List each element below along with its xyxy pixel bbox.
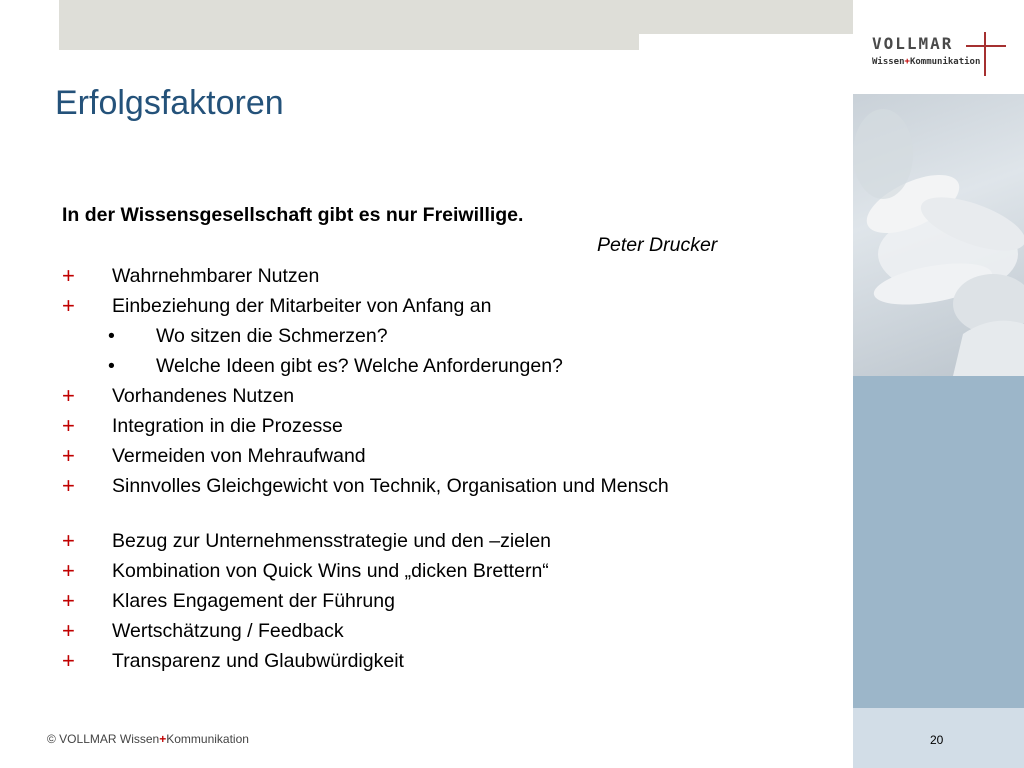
logo-tagline: Wissen+Kommunikation — [872, 57, 981, 67]
plus-bullet-icon: + — [62, 618, 75, 643]
list-item-text: Einbeziehung der Mitarbeiter von Anfang an — [112, 295, 492, 317]
logo-wordmark: VOLLMAR — [872, 34, 954, 53]
plus-bullet-icon: + — [62, 473, 75, 498]
plus-bullet-icon: + — [62, 413, 75, 438]
plus-bullet-icon: + — [62, 528, 75, 553]
quote-author: Peter Drucker — [597, 234, 718, 256]
slide-title: Erfolgsfaktoren — [55, 84, 284, 122]
list-item-text: Integration in die Prozesse — [112, 415, 343, 437]
quote-text: In der Wissensgesellschaft gibt es nur Freiwillige. — [62, 204, 524, 226]
plus-bullet-icon: + — [62, 588, 75, 613]
plus-bullet-icon: + — [62, 383, 75, 408]
dot-bullet-icon: • — [108, 355, 115, 377]
plus-bullet-icon: + — [62, 648, 75, 673]
plus-bullet-icon: + — [62, 558, 75, 583]
header-band-lower — [59, 34, 639, 50]
page-number: 20 — [930, 733, 944, 747]
side-panel-blue — [853, 376, 1024, 708]
header-band — [59, 0, 853, 34]
plus-bullet-icon: + — [62, 263, 75, 288]
list-item-text: Kombination von Quick Wins und „dicken Brettern“ — [112, 560, 549, 582]
list-item-text: Klares Engagement der Führung — [112, 590, 395, 612]
vollmar-logo — [868, 30, 1018, 78]
list-item-text: Transparenz und Glaubwürdigkeit — [112, 650, 404, 672]
sub-list-item-text: Wo sitzen die Schmerzen? — [156, 325, 388, 347]
plus-bullet-icon: + — [62, 443, 75, 468]
list-item-text: Vermeiden von Mehraufwand — [112, 445, 366, 467]
logo-cross-horizontal — [966, 45, 1006, 47]
list-item-text: Wahrnehmbarer Nutzen — [112, 265, 320, 287]
footer-copyright: © VOLLMAR Wissen+Kommunikation — [47, 732, 249, 746]
list-item-text: Vorhandenes Nutzen — [112, 385, 295, 407]
hands-photo-illustration — [853, 94, 1024, 376]
list-item-text: Wertschätzung / Feedback — [112, 620, 344, 642]
plus-bullet-icon: + — [62, 293, 75, 318]
dot-bullet-icon: • — [108, 325, 115, 347]
logo-cross-vertical — [984, 32, 986, 76]
sub-list-item-text: Welche Ideen gibt es? Welche Anforderungen? — [156, 355, 563, 377]
list-item-text: Sinnvolles Gleichgewicht von Technik, Organisation und Mensch — [112, 475, 669, 497]
hands-together-photo — [853, 94, 1024, 376]
list-item-text: Bezug zur Unternehmensstrategie und den –zielen — [112, 530, 552, 552]
